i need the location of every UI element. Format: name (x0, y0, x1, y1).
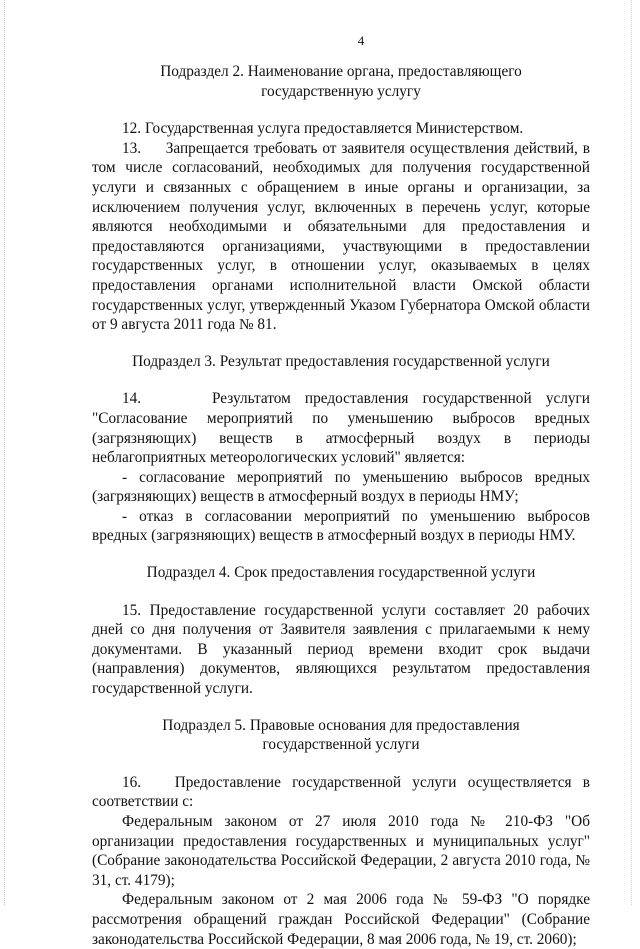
subsection-5-heading (92, 716, 590, 755)
heading-line: Подраздел 5. Правовые основания для предоставления (162, 716, 520, 734)
heading-line: Подраздел 2. Наименование органа, предоставляющего (160, 63, 522, 80)
scan-right-edge (631, 0, 632, 905)
heading-line: государственной услуги (262, 736, 420, 754)
paragraph-12: 12. Государственная услуга предоставляется Министерством. (122, 120, 524, 138)
legal-basis-law-59fz: Федеральным законом от 2 мая 2006 года № 59-ФЗ "О порядке рассмотрения обращений граждан Российской Федерации" (Собрание законодательства Российской Федерации, 8 мая 2006 года, № 19, ст. 2060); (92, 891, 590, 948)
paragraph-16: 16. Предоставление государственной услуги осуществляется в соответствии с: (92, 773, 590, 811)
paragraph-13: 13. Запрещается требовать от заявителя осуществления действий, в том числе согласований, необходимых для получения государственной услуги и связанных с обращением в иные органы и организации, за исключением получения услуг, включенных в перечень услуг, которые являются необходимыми и обязательными для предоставления и предоставляются организациями, участвующими в предоставлении государственных услуг, в отношении услуг, оказываемых в целях предоставления органами исполнительной власти Омской области государственных услуг, утвержденный Указом Губернатора Омской области от 9 августа 2011 года № 81. (92, 139, 590, 334)
subsection-4-heading (92, 563, 590, 583)
legal-basis-law-210fz: Федеральным законом от 27 июля 2010 года № 210-ФЗ "Об организации предоставления государственных и муниципальных услуг" (Собрание законодательства Российской Федерации, 2 августа 2010 года, № 31, ст. 4179); (92, 813, 590, 889)
heading-line: государственную услугу (261, 82, 421, 100)
subsection-3-heading (92, 352, 590, 372)
scan-left-edge (4, 0, 5, 905)
subsection-2-heading (92, 62, 590, 101)
result-item-refusal: - отказ в согласовании мероприятий по уменьшению выбросов вредных (загрязняющих) веществ в атмосферный воздух в периоды НМУ. (92, 507, 590, 545)
heading-line: Подраздел 3. Результат предоставления государственной услуги (132, 352, 550, 370)
paragraph-15: 15. Предоставление государственной услуги составляет 20 рабочих дней со дня получения от Заявителя заявления с прилагаемыми к нему документами. В указанный период времени входит срок выдачи (направления) документов, являющихся результатом предоставления государственной услуги. (92, 601, 590, 698)
paragraph-14: 14. Результатом предоставления государственной услуги "Согласование мероприятий по уменьшению выбросов вредных (загрязняющих) веществ в атмосферный воздух в периоды неблагоприятных метеорологических условий" является: (92, 390, 590, 467)
result-item-approval: - согласование мероприятий по уменьшению выбросов вредных (загрязняющих) веществ в атмосферный воздух в периоды НМУ; (92, 468, 590, 506)
heading-line: Подраздел 4. Срок предоставления государственной услуги (146, 564, 536, 582)
page-number: 4 (357, 33, 365, 48)
document-body (92, 62, 590, 949)
